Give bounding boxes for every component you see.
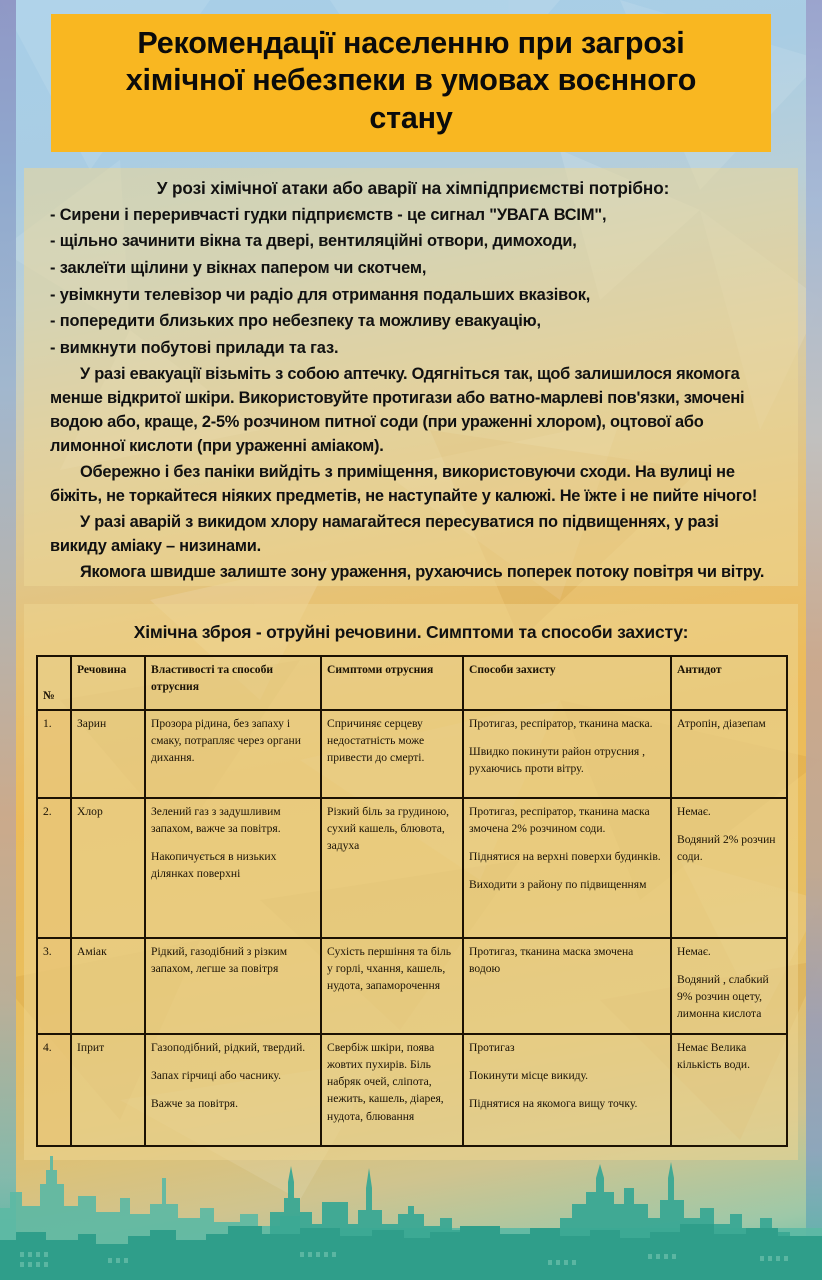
table-row xyxy=(37,710,787,798)
table-header-row xyxy=(37,656,787,710)
cell-substance: Хлор xyxy=(71,798,145,938)
instruction-paragraph: У разі аварій з викидом хлору намагайтеся пересуватися по підвищеннях, у разі викиду аміаку – низинами. xyxy=(50,512,719,555)
table-row xyxy=(37,938,787,1034)
table-row xyxy=(37,798,787,938)
text-block: Газоподібний, рідкий, твердий. xyxy=(151,1041,306,1054)
cell-antidote xyxy=(671,710,787,798)
column-header-protection: Способи захисту xyxy=(463,656,671,710)
instruction-bullet: - щільно зачинити вікна та двері, вентиляційні отвори, димоходи, xyxy=(50,232,577,251)
title-banner xyxy=(51,14,771,152)
cell-number: 1. xyxy=(37,710,71,798)
text-block: Немає Велика кількість води. xyxy=(677,1041,751,1072)
column-header-number: № xyxy=(37,656,71,710)
cell-symptoms xyxy=(321,798,463,938)
text-block: Зелений газ з задушливим запахом, важче за повітря. xyxy=(151,805,281,836)
column-header-antidote: Антидот xyxy=(671,656,787,710)
table-row xyxy=(37,1034,787,1146)
title-line-3: стану xyxy=(369,100,453,135)
text-block: Піднятися на верхні поверхи будинків. xyxy=(469,850,661,864)
text-block: Різкий біль за грудиною, сухий кашель, блювота, задуха xyxy=(327,805,450,853)
text-block: Прозора рідина, без запаху і смаку, потрапляє через органи дихання. xyxy=(151,717,301,765)
instruction-paragraph: У разі евакуації візьміть з собою аптечку. Одягніться так, щоб залишилося якомога менше відкритої шкіри. Використовуйте протигази або ватно-марлеві пов'язки, змочені водою або, краще, 2-5% розчином питної соди (при ураженні хлором), оцтової або лимонної кислоти (при ураженні аміаком). xyxy=(50,365,745,456)
chemical-table-panel xyxy=(24,604,798,1160)
cell-properties xyxy=(145,798,321,938)
column-header-symptoms: Симптоми отрусния xyxy=(321,656,463,710)
cell-symptoms xyxy=(321,710,463,798)
text-block: Немає. xyxy=(677,945,711,958)
instruction-bullet: - Сирени і переривчасті гудки підприємств - це сигнал "УВАГА ВСІМ", xyxy=(50,205,607,224)
cell-antidote xyxy=(671,1034,787,1146)
left-edge-strip xyxy=(0,0,16,1280)
text-block: Рідкий, газодібний з різким запахом, легше за повітря xyxy=(151,945,288,976)
cell-properties xyxy=(145,938,321,1034)
title-line-2: хімічної небезпеки в умовах воєнного xyxy=(125,63,697,98)
city-skyline-silhouette xyxy=(0,1148,822,1280)
cell-symptoms xyxy=(321,1034,463,1146)
text-block: Свербіж шкіри, поява жовтих пухирів. Біль набряк очей, сліпота, нежить, кашель, діарея, нудота, блювання xyxy=(327,1041,444,1123)
cell-number: 4. xyxy=(37,1034,71,1146)
table-heading: Хімічна зброя - отруйні речовини. Симптоми та способи захисту: xyxy=(133,622,689,642)
cell-properties xyxy=(145,710,321,798)
text-block: Накопичується в низьких ділянках поверхні xyxy=(151,850,277,881)
text-block: Водяний 2% розчин соди. xyxy=(677,833,776,864)
instruction-bullet: - увімкнути телевізор чи радіо для отримання подальших вказівок, xyxy=(50,285,591,304)
column-header-substance: Речовина xyxy=(71,656,145,710)
instruction-paragraph: Обережно і без паніки вийдіть з приміщення, використовуючи сходи. На вулиці не біжіть, не торкайтеся ніяких предметів, не наступайте у калюжі. Не їжте і не пийте нічого! xyxy=(50,463,758,506)
instructions-panel xyxy=(24,168,798,586)
text-block: Покинути місце викиду. xyxy=(469,1069,589,1083)
column-header-properties: Властивості та способи отрусния xyxy=(145,656,321,710)
text-block: Немає. xyxy=(677,805,711,818)
cell-protection xyxy=(463,1034,671,1146)
title-line-1: Рекомендації населенню при загрозі xyxy=(137,26,685,61)
text-block: Протигаз, респіратор, тканина маска змочена 2% розчином соди. xyxy=(469,805,650,836)
instruction-bullet: - попередити близьких про небезпеку та можливу евакуацію, xyxy=(50,312,541,331)
text-block: Запах гірчиці або часнику. xyxy=(151,1069,281,1083)
text-block: Атропін, діазепам xyxy=(677,717,766,730)
text-block: Піднятися на якомога вищу точку. xyxy=(469,1097,638,1111)
right-edge-strip xyxy=(806,0,822,1280)
instruction-paragraph: Якомога швидше залиште зону ураження, рухаючись поперек потоку повітря чи вітру. xyxy=(80,562,765,581)
page-title xyxy=(126,25,696,137)
instruction-bullet: - вимкнути побутові прилади та газ. xyxy=(50,338,339,357)
cell-antidote xyxy=(671,938,787,1034)
cell-substance: Зарин xyxy=(71,710,145,798)
text-block: Протигаз, респіратор, тканина маска. xyxy=(469,717,653,730)
text-block: Сухість першіння та біль у горлі, чхання, кашель, нудота, запаморочення xyxy=(327,945,452,993)
cell-protection xyxy=(463,798,671,938)
cell-protection xyxy=(463,710,671,798)
cell-protection xyxy=(463,938,671,1034)
text-block: Виходити з району по підвищенням xyxy=(469,878,647,892)
text-block: Водяний , слабкий 9% розчин оцету, лимонна кислота xyxy=(677,973,769,1021)
text-block: Протигаз xyxy=(469,1041,515,1054)
cell-number: 2. xyxy=(37,798,71,938)
instruction-bullet: - заклеїти щілини у вікнах папером чи скотчем, xyxy=(50,258,427,277)
cell-symptoms xyxy=(321,938,463,1034)
text-block: Швидко покинути район отрусния , рухаючись проти вітру. xyxy=(469,745,646,776)
instructions-heading: У розі хімічної атаки або аварії на хімпідприємстві потрібно: xyxy=(156,178,670,198)
cell-substance: Аміак xyxy=(71,938,145,1034)
cell-substance: Іприт xyxy=(71,1034,145,1146)
text-block: Спричиняє серцеву недостатність може привести до смерті. xyxy=(327,717,425,765)
cell-properties xyxy=(145,1034,321,1146)
chemical-agents-table xyxy=(36,655,788,1147)
cell-number: 3. xyxy=(37,938,71,1034)
cell-antidote xyxy=(671,798,787,938)
text-block: Важче за повітря. xyxy=(151,1097,239,1111)
text-block: Протигаз, тканина маска змочена водою xyxy=(469,945,634,976)
